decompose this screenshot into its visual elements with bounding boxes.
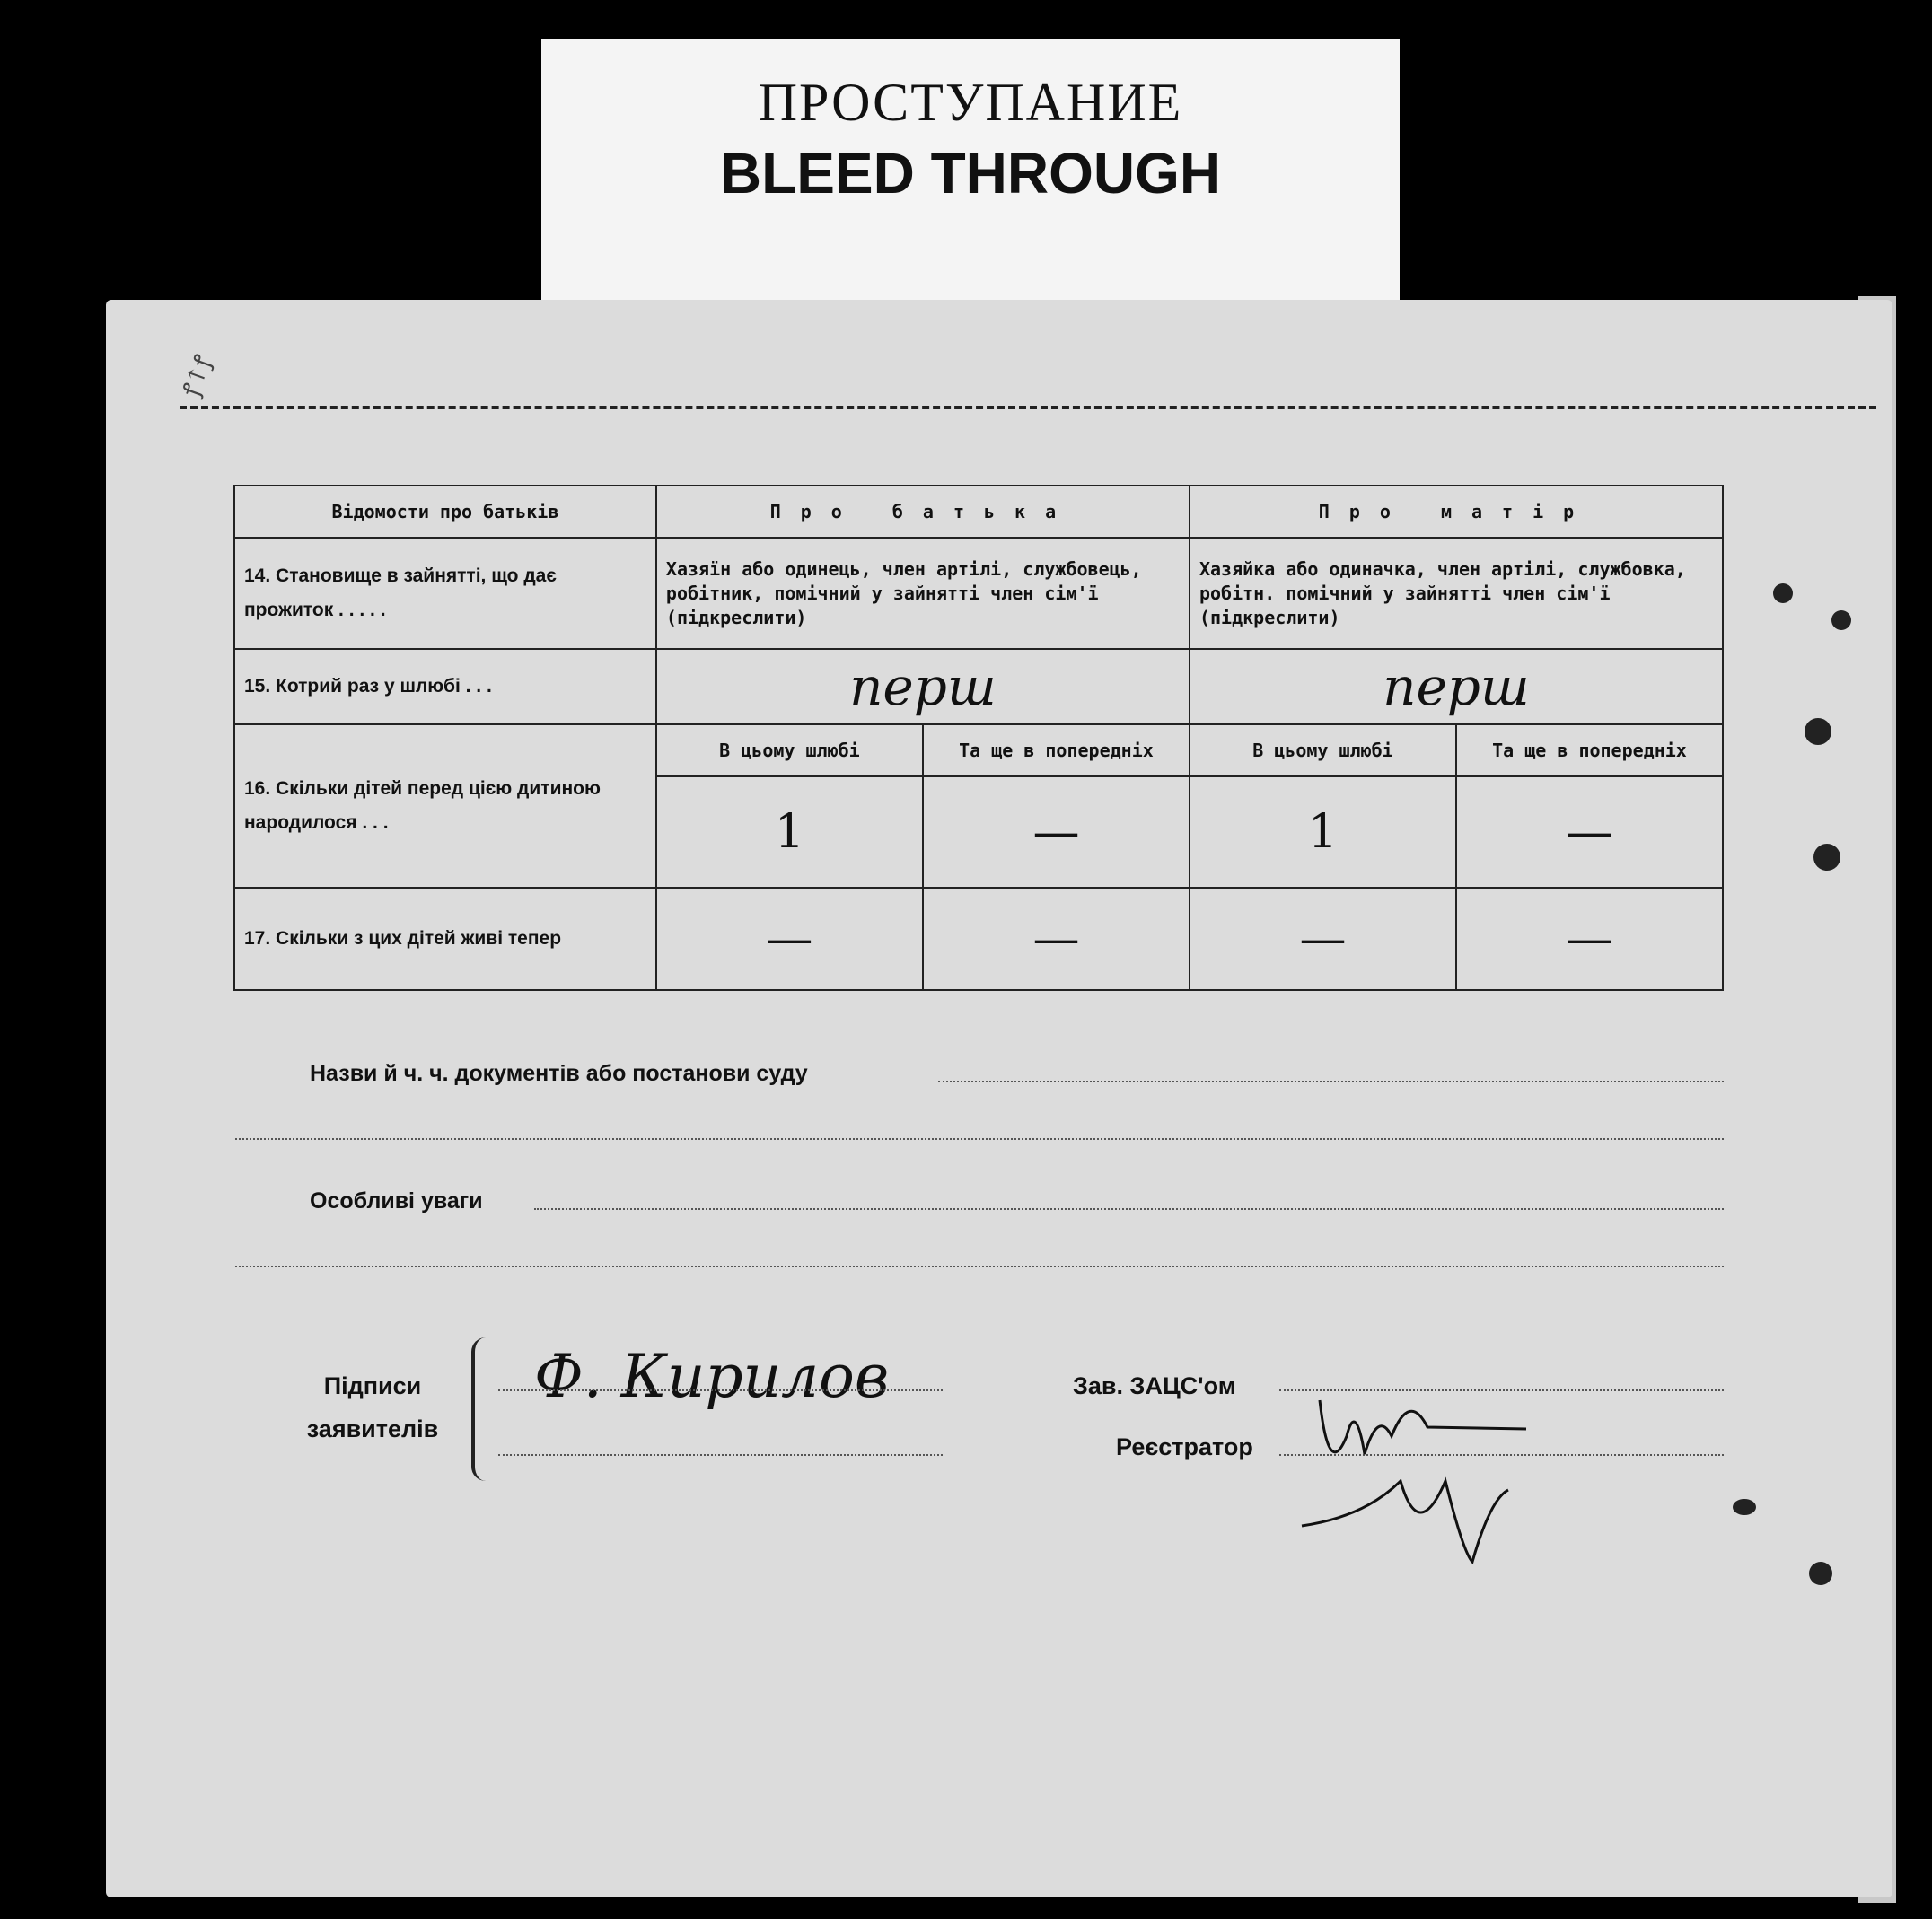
father-occupation: Хазяїн або одинець, член артілі, службовець, робітник, помічний у зайнятті член сім'ї (підкреслити) — [656, 538, 1190, 649]
r16-father-this: 1 — [656, 776, 923, 888]
punch-hole — [1831, 610, 1851, 630]
sub-father-this: В цьому шлюбі — [656, 724, 923, 776]
pencil-mark: ꝭ↑ꝭ — [178, 351, 218, 400]
father-marriage-count: перш — [656, 649, 1190, 724]
r17-mother-previous: — — [1456, 888, 1723, 990]
table-row — [234, 538, 1723, 649]
bleed-through-card — [541, 39, 1400, 302]
row-label-15: 15. Котрий раз у шлюбі . . . — [234, 649, 656, 724]
table-row — [234, 649, 1723, 724]
r17-father-this: — — [656, 888, 923, 990]
r16-mother-this: 1 — [1190, 776, 1456, 888]
parents-info-table — [233, 485, 1724, 991]
sub-mother-previous: Та ще в попередніх — [1456, 724, 1723, 776]
r17-father-previous: — — [923, 888, 1190, 990]
row-label-17: 17. Скільки з цих дітей живі тепер — [234, 888, 656, 990]
header-col-mother: Про матір — [1190, 486, 1723, 538]
sub-father-previous: Та ще в попередніх — [923, 724, 1190, 776]
punch-hole — [1813, 844, 1840, 871]
perforation-line — [180, 406, 1876, 409]
applicants-label-line2: заявителів — [306, 1415, 439, 1442]
documents-line-2 — [235, 1138, 1724, 1140]
header-col-info: Відомости про батьків — [234, 486, 656, 538]
table-header — [234, 486, 1723, 538]
registrar-label: Реєстратор — [1116, 1433, 1253, 1460]
r16-mother-previous: — — [1456, 776, 1723, 888]
punch-hole — [1809, 1562, 1832, 1585]
signature-line-2 — [498, 1454, 943, 1456]
mother-occupation: Хазяйка або одиначка, член артілі, службовка, робітн. помічний у зайнятті член сім'ї (підкреслити) — [1190, 538, 1723, 649]
punch-hole — [1773, 583, 1793, 603]
applicants-signature-label — [287, 1364, 458, 1450]
header-col-father: Про батька — [656, 486, 1190, 538]
mother-marriage-count: перш — [1190, 649, 1723, 724]
table-row — [234, 888, 1723, 990]
row-label-14: 14. Становище в зайнятті, що дає прожиток . . . . . — [234, 538, 656, 649]
head-zags-label: Зав. ЗАЦС'ом — [1073, 1372, 1236, 1399]
documents-label: Назви й ч. ч. документів або постанови суду — [310, 1061, 808, 1086]
row-label-16: 16. Скільки дітей перед цією дитиною народилося . . . — [234, 724, 656, 888]
notes-line — [534, 1208, 1724, 1210]
notes-label: Особливі уваги — [310, 1188, 483, 1214]
applicants-label-line1: Підписи — [323, 1372, 422, 1399]
notes-line-2 — [235, 1266, 1724, 1267]
documents-line — [938, 1081, 1724, 1082]
punch-hole — [1733, 1499, 1756, 1515]
brace — [471, 1337, 491, 1481]
r16-father-previous: — — [923, 776, 1190, 888]
sub-mother-this: В цьому шлюбі — [1190, 724, 1456, 776]
punch-hole — [1805, 718, 1831, 745]
registrar-signature — [1293, 1373, 1544, 1589]
subheader-row — [234, 724, 1723, 776]
card-label-russian: ПРОСТУПАНИЕ — [758, 73, 1183, 132]
r17-mother-this: — — [1190, 888, 1456, 990]
applicant-signature: Ф. Кирилов — [534, 1342, 890, 1411]
card-label-english: BLEED THROUGH — [719, 141, 1222, 206]
signature-line-1 — [498, 1389, 943, 1391]
